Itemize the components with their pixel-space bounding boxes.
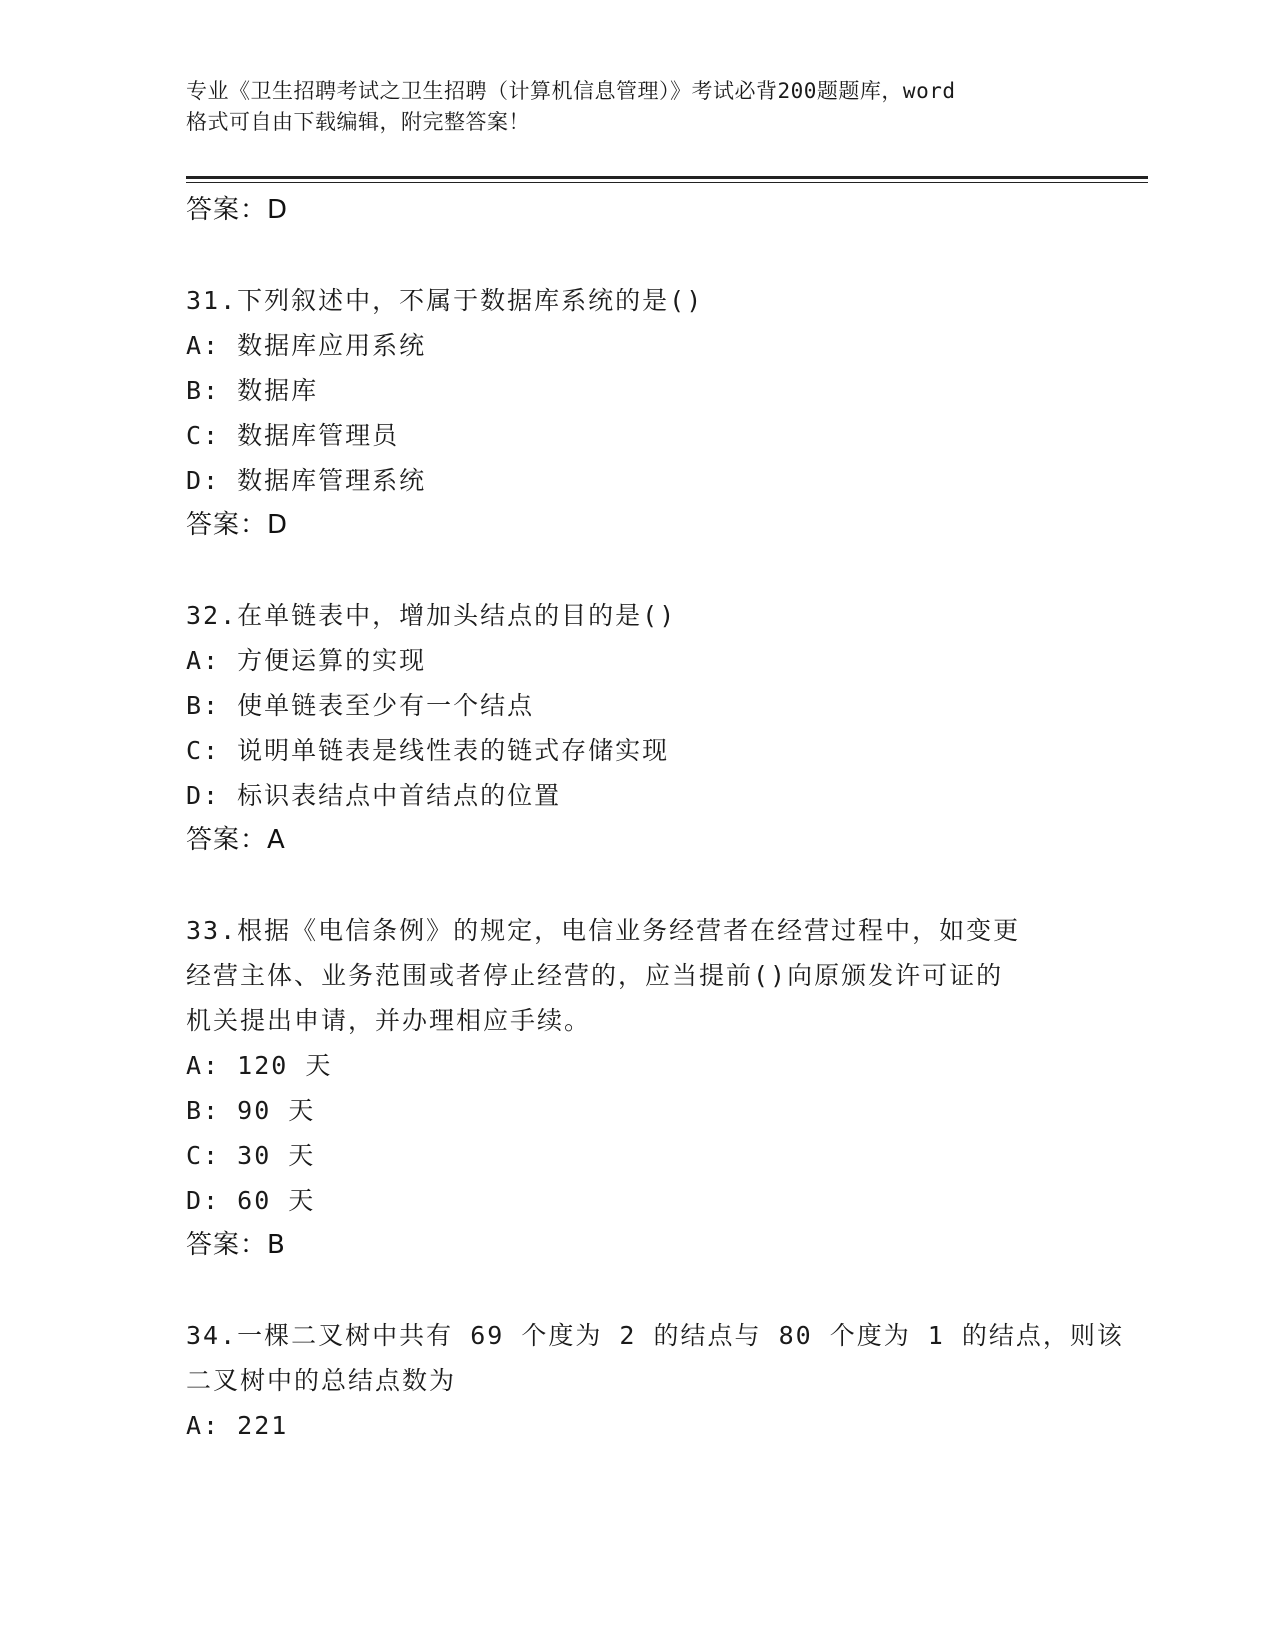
question-text: 32.在单链表中，增加头结点的目的是() [186,601,677,630]
option-c: C: 说明单链表是线性表的链式存储实现 [186,736,670,765]
question-block-34 [186,1313,1124,1448]
document-header [186,76,1086,138]
spacer [186,548,1086,593]
header-line-1: 专业《卫生招聘考试之卫生招聘（计算机信息管理）》考试必背200题题库，word [186,79,956,103]
option-d: D: 标识表结点中首结点的位置 [186,781,562,810]
option-a: A: 221 [186,1411,289,1440]
spacer [186,233,1086,278]
question-block-32 [186,593,1086,863]
option-b: B: 数据库 [186,376,319,405]
option-a: A: 方便运算的实现 [186,646,427,675]
question-text-line-2: 经营主体、业务范围或者停止经营的，应当提前()向原颁发许可证的 [186,961,1004,990]
question-text-line-3: 机关提出申请，并办理相应手续。 [186,1006,592,1035]
option-c: C: 30 天 [186,1141,316,1170]
option-a: A: 120 天 [186,1051,333,1080]
question-block-31 [186,278,1086,548]
question-block-33 [186,908,1086,1268]
question-text-line-2: 二叉树中的总结点数为 [186,1366,457,1395]
option-d: D: 60 天 [186,1186,316,1215]
question-text-line-1: 33.根据《电信条例》的规定，电信业务经营者在经营过程中，如变更 [186,916,1021,945]
answer-previous: 答案：D [186,195,289,225]
option-a: A: 数据库应用系统 [186,331,427,360]
answer: 答案：D [186,510,289,540]
answer: 答案：B [186,1230,286,1260]
question-text: 31.下列叙述中，不属于数据库系统的是() [186,286,704,315]
option-b: B: 使单链表至少有一个结点 [186,691,535,720]
spacer [186,1268,1086,1313]
spacer [186,863,1086,908]
question-list [186,188,1124,1448]
header-divider-thin [186,182,1148,183]
header-line-2: 格式可自由下载编辑，附完整答案！ [186,110,530,134]
option-d: D: 数据库管理系统 [186,466,427,495]
answer: 答案：A [186,825,286,855]
option-c: C: 数据库管理员 [186,421,400,450]
option-b: B: 90 天 [186,1096,316,1125]
question-text-line-1: 34.一棵二叉树中共有 69 个度为 2 的结点与 80 个度为 1 的结点，则该 [186,1321,1124,1350]
header-divider-thick [186,176,1148,179]
